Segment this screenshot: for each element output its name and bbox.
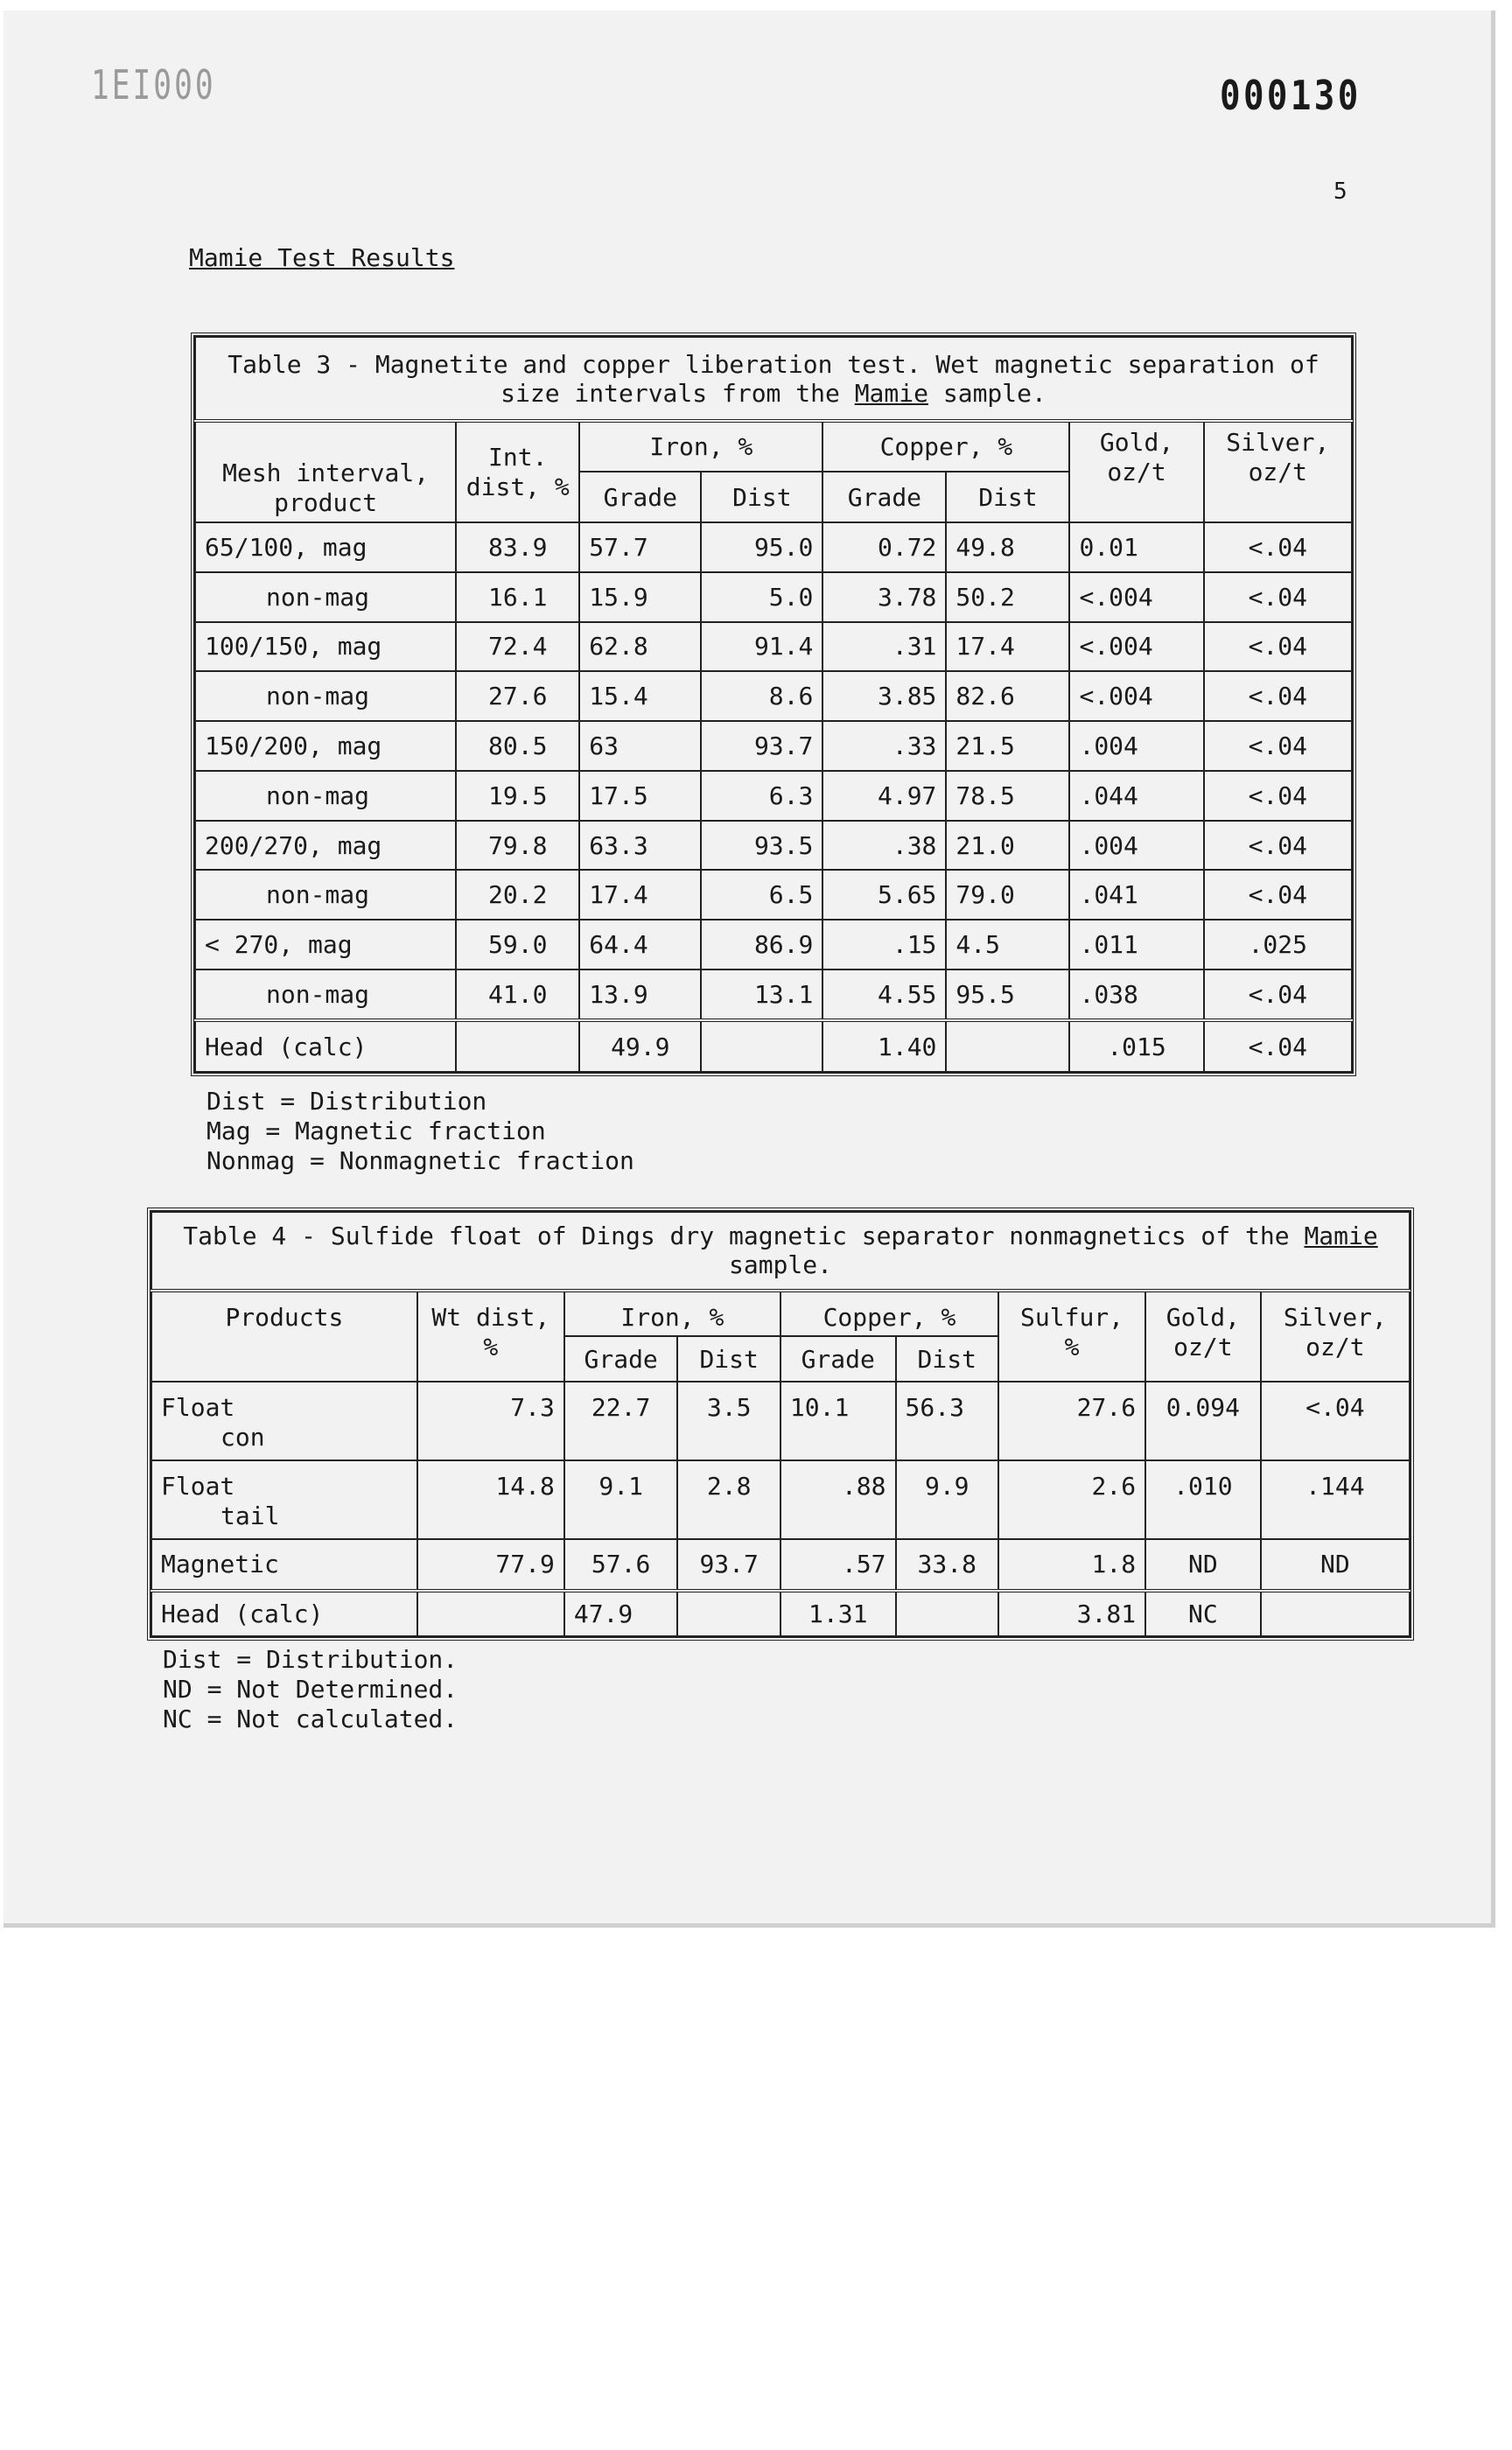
mamie-sample-ref: Mamie — [1304, 1222, 1378, 1251]
col-iron: Iron, % — [564, 1291, 780, 1336]
table-row: 200/270, mag 79.8 63.3 93.5 .38 21.0 .004 <.04 — [195, 821, 1352, 871]
col-silver: Silver, oz/t — [1261, 1291, 1410, 1382]
table-row: non-mag 27.6 15.4 8.6 3.85 82.6 <.004 <.04 — [195, 671, 1352, 721]
col-copper: Copper, % — [822, 421, 1069, 472]
col-iron-grade: Grade — [579, 472, 701, 522]
note-line: Dist = Distribution — [206, 1087, 487, 1116]
col-copper-dist: Dist — [896, 1336, 998, 1382]
note-line: Dist = Distribution. — [163, 1645, 458, 1674]
col-gold: Gold, oz/t — [1145, 1291, 1261, 1382]
note-line: ND = Not Determined. — [163, 1675, 458, 1704]
note-line: NC = Not calculated. — [163, 1704, 458, 1733]
note-line: Nonmag = Nonmagnetic fraction — [206, 1146, 634, 1175]
mamie-sample-ref: Mamie — [854, 378, 928, 408]
table-row: 150/200, mag 80.5 63 93.7 .33 21.5 .004 <.04 — [195, 721, 1352, 771]
scanned-page — [4, 10, 1495, 1928]
table4-caption: Table 4 - Sulfide float of Dings dry magnetic separator nonmagnetics of the Mamie sample. — [151, 1212, 1410, 1291]
table-row: non-mag 19.5 17.5 6.3 4.97 78.5 .044 <.04 — [195, 771, 1352, 821]
head-calc-row: Head (calc) 47.9 1.31 3.81 NC — [151, 1591, 1410, 1636]
col-iron-dist: Dist — [701, 472, 822, 522]
table4-grid — [150, 1211, 1410, 1637]
table4 — [147, 1208, 1414, 1641]
col-wt-dist: Wt dist, % — [417, 1291, 564, 1382]
table-row: non-mag 16.1 15.9 5.0 3.78 50.2 <.004 <.04 — [195, 572, 1352, 622]
col-int-dist: Int. dist, % — [456, 421, 579, 522]
col-iron-dist: Dist — [677, 1336, 780, 1382]
table3-grid — [194, 336, 1353, 1073]
document-stamp-right: 000130 — [1220, 72, 1362, 119]
head-calc-row: Head (calc) 49.9 1.40 .015 <.04 — [195, 1020, 1352, 1072]
col-silver: Silver, oz/t — [1204, 421, 1352, 522]
table4-notes — [163, 1645, 458, 1734]
table-row: 100/150, mag 72.4 62.8 91.4 .31 17.4 <.004 <.04 — [195, 622, 1352, 672]
col-sulfur: Sulfur, % — [998, 1291, 1145, 1382]
document-stamp-left: 1EI000 — [91, 61, 216, 108]
note-line: Mag = Magnetic fraction — [206, 1116, 546, 1145]
table-row: non-mag 20.2 17.4 6.5 5.65 79.0 .041 <.04 — [195, 870, 1352, 920]
col-mesh-interval: Mesh interval, product — [195, 421, 456, 522]
col-gold: Gold, oz/t — [1069, 421, 1203, 522]
table-row: non-mag 41.0 13.9 13.1 4.55 95.5 .038 <.04 — [195, 970, 1352, 1020]
col-copper: Copper, % — [780, 1291, 998, 1336]
page-number: 5 — [1334, 178, 1348, 205]
col-products: Products — [151, 1291, 417, 1382]
table3-notes — [206, 1087, 634, 1176]
table3-caption: Table 3 - Magnetite and copper liberation test. Wet magnetic separation of size intervals from the Mamie sample. — [195, 337, 1352, 421]
col-copper-grade: Grade — [822, 472, 946, 522]
section-title: Mamie Test Results — [189, 243, 455, 272]
col-copper-dist: Dist — [946, 472, 1069, 522]
table-row: 65/100, mag 83.9 57.7 95.0 0.72 49.8 0.01 <.04 — [195, 522, 1352, 572]
table-row: Float tail 14.8 9.1 2.8 .88 9.9 2.6 .010 .144 — [151, 1460, 1410, 1539]
col-iron: Iron, % — [579, 421, 822, 472]
table3 — [191, 332, 1356, 1076]
table-row: Float con 7.3 22.7 3.5 10.1 56.3 27.6 0.094 <.04 — [151, 1382, 1410, 1460]
col-iron-grade: Grade — [564, 1336, 678, 1382]
table-row: < 270, mag 59.0 64.4 86.9 .15 4.5 .011 .025 — [195, 920, 1352, 970]
col-copper-grade: Grade — [780, 1336, 896, 1382]
table-row: Magnetic 77.9 57.6 93.7 .57 33.8 1.8 ND ND — [151, 1539, 1410, 1591]
